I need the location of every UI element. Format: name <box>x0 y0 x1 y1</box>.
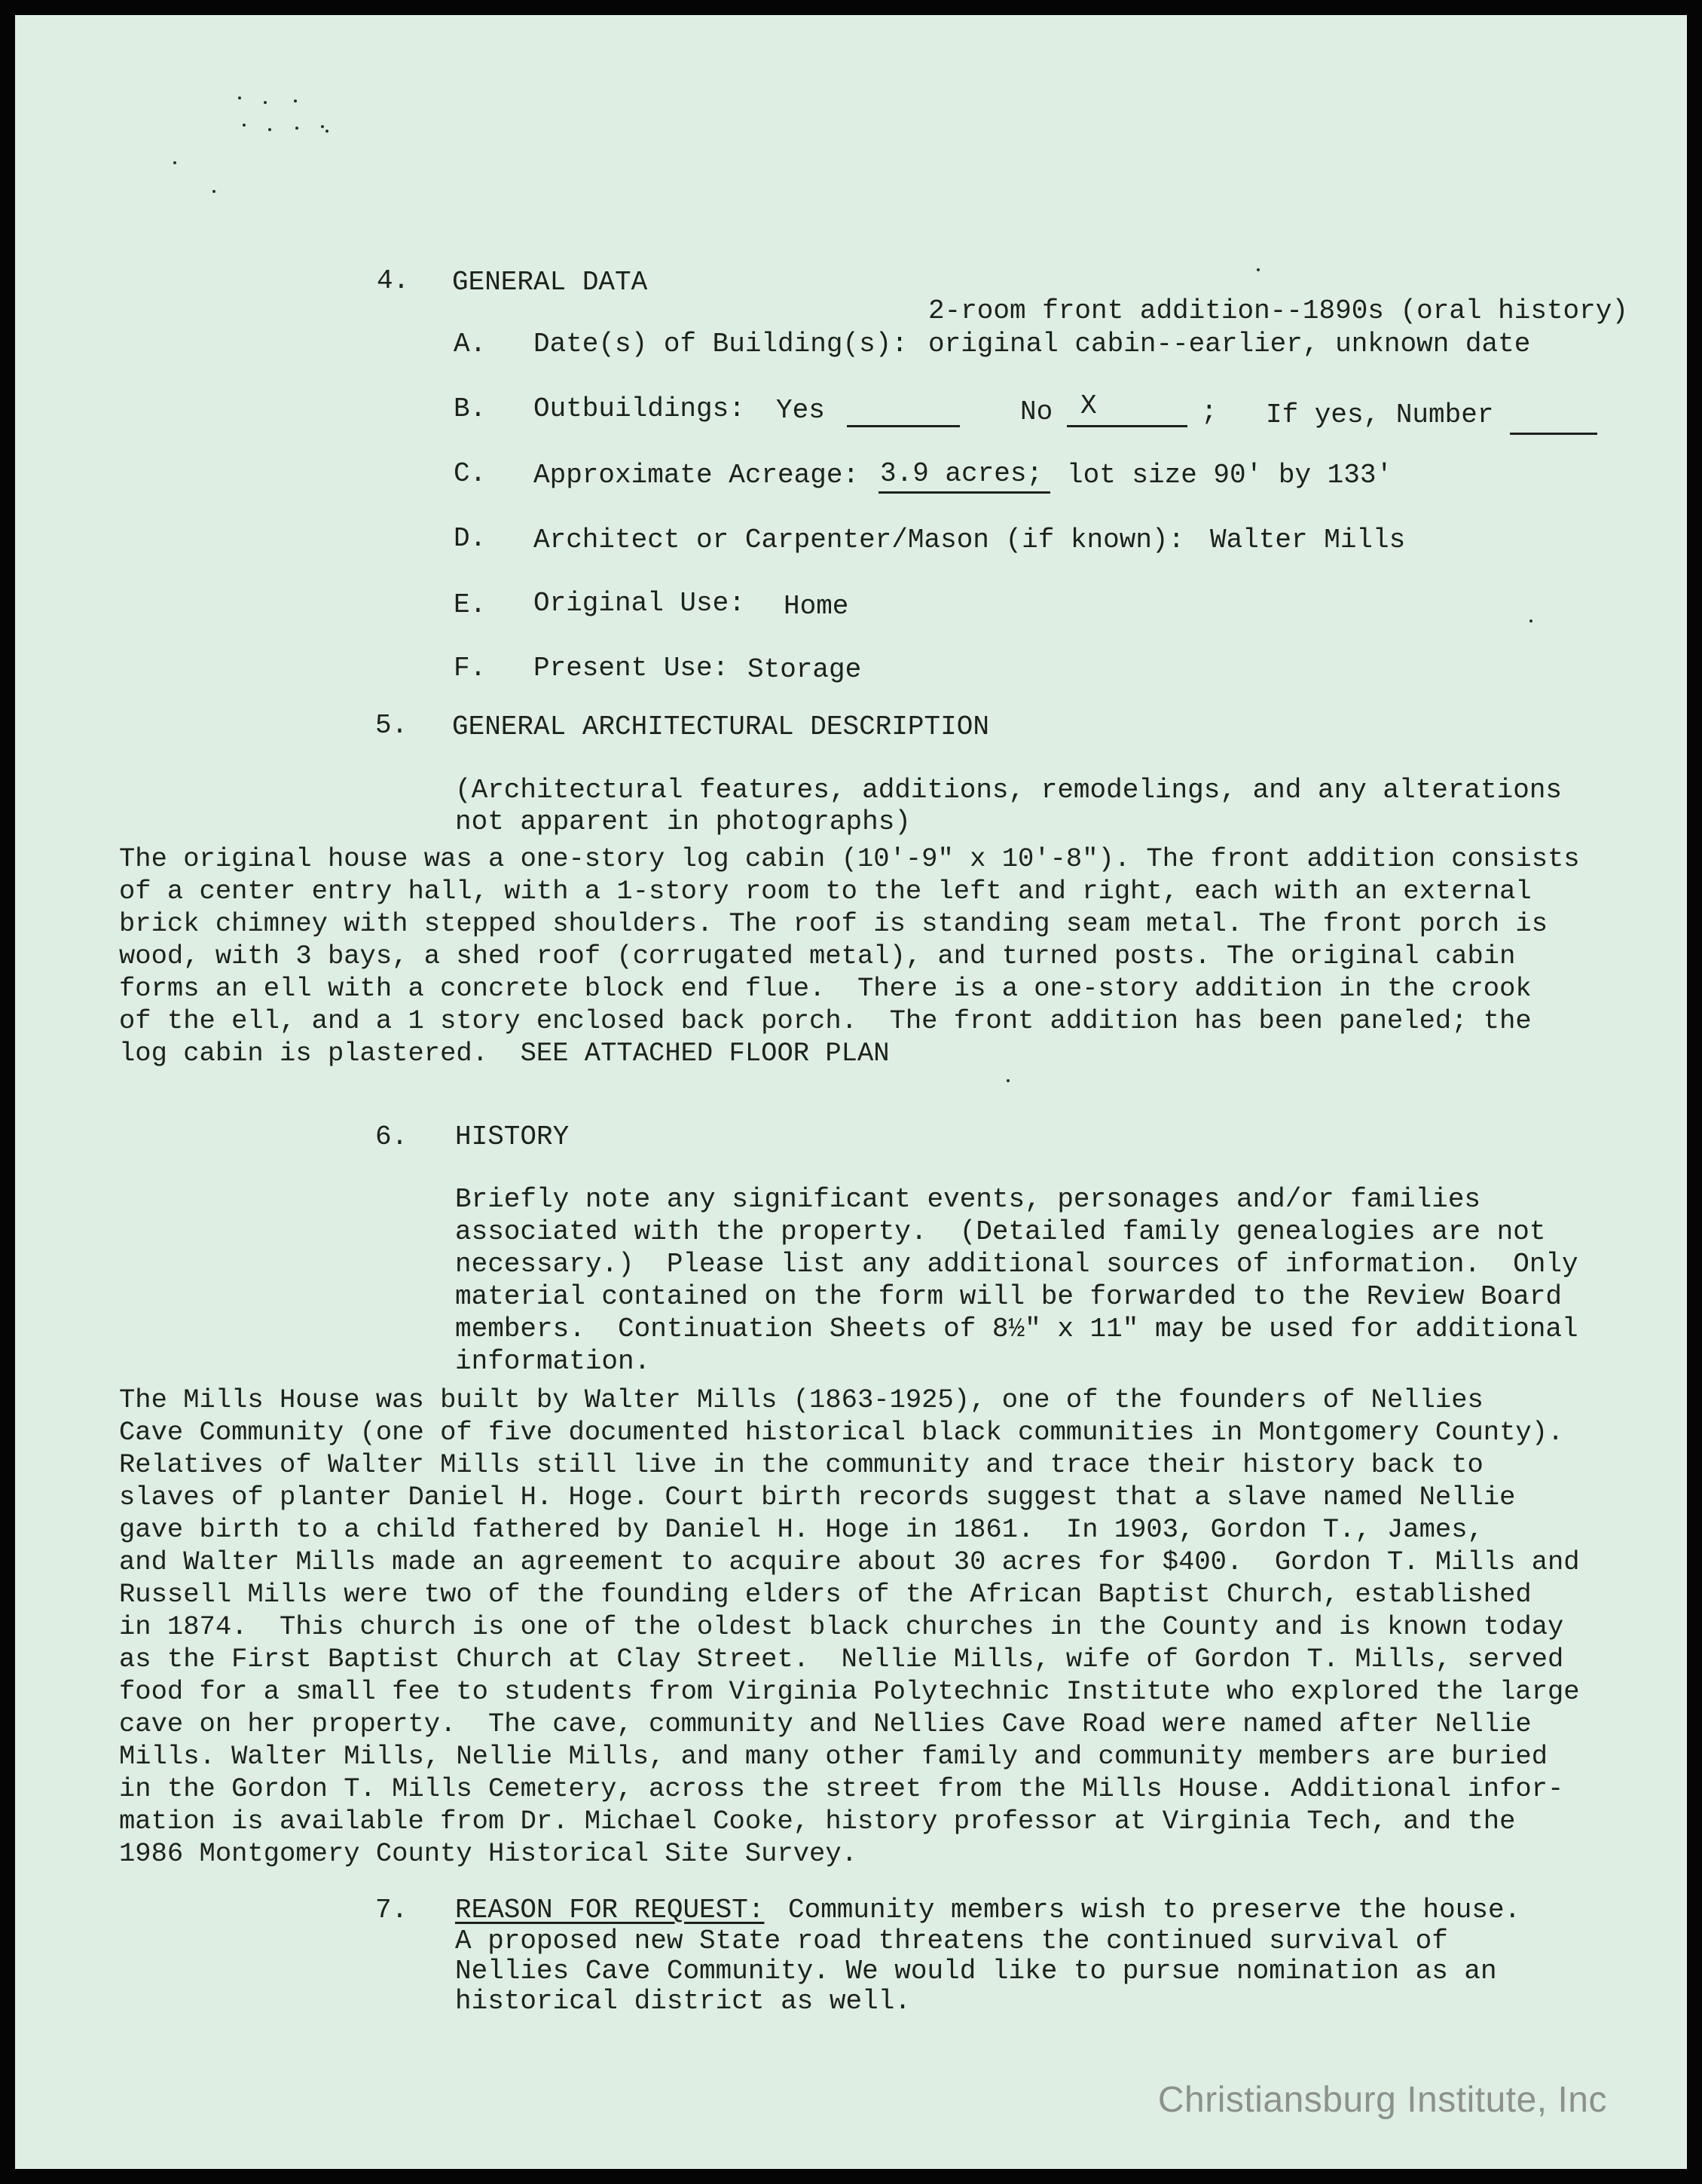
building-date-value-1: 2-room front addition--1890s (oral history) <box>928 295 1628 326</box>
item-b-letter: B. <box>454 393 487 424</box>
outbuildings-label: Outbuildings: <box>533 393 745 424</box>
watermark: Christiansburg Institute, Inc <box>1157 2080 1607 2120</box>
outbuildings-number-label: If yes, Number <box>1266 399 1494 430</box>
section-5-number: 5. <box>375 710 408 741</box>
outbuildings-yes-label: Yes <box>776 395 825 426</box>
section-6-heading: HISTORY <box>455 1121 570 1152</box>
outbuildings-separator: ; <box>1201 396 1218 427</box>
architect-label: Architect or Carpenter/Mason (if known): <box>533 525 1185 555</box>
outbuildings-no-label: No <box>1020 396 1053 427</box>
acreage-underline <box>879 491 1050 494</box>
history-body: The Mills House was built by Walter Mills (1863-1925), one of the founders of Nellies Cave Community (one of five documented historical black communities in Montgomery County). Relatives of Walter Mills still live in the community and trace their history back to slaves of planter Daniel H. Hoge. Court birth records suggest that a slave named Nellie gave birth to a child fathered by Daniel H. Hoge in 1861. In 1903, Gordon T., James, and Walter Mills made an agreement to acquire about 30 acres for $400. Gordon T. Mills and Russell Mills were two of the founding elders of the African Baptist Church, established in 1874. This church is one of the oldest black churches in the County and is known today as the First Baptist Church at Clay Street. Nellie Mills, wife of Gordon T. Mills, served food for a small fee to students from Virginia Polytechnic Institute who explored the large cave on her property. The cave, community and Nellies Cave Road were named after Nellie Mills. Walter Mills, Nellie Mills, and many other family and community members are buried in the Gordon T. Mills Cemetery, across the street from the Mills House. Additional infor- mation is available from Dr. Michael Cooke, history professor at Virginia Tech, and the 1986 Montgomery County Historical Site Survey. <box>119 1384 1580 1869</box>
present-use-value: Storage <box>747 654 862 685</box>
acreage-value: 3.9 acres; <box>880 458 1044 489</box>
architect-value: Walter Mills <box>1210 525 1406 555</box>
reason-text-rest: A proposed new State road threatens the continued survival of Nellies Cave Community. We would like to pursue nomination as an historical district as well. <box>455 1926 1497 2017</box>
outbuildings-no-mark: X <box>1080 390 1097 421</box>
lot-size-value: lot size 90' by 133' <box>1067 460 1393 491</box>
document-page <box>15 15 1687 2169</box>
section-5-instructions: (Architectural features, additions, remodelings, and any alterations not apparent in photographs) <box>455 775 1563 837</box>
item-c-letter: C. <box>454 458 487 489</box>
section-4-number: 4. <box>377 265 410 296</box>
section-5-heading: GENERAL ARCHITECTURAL DESCRIPTION <box>452 711 989 742</box>
architectural-description-body: The original house was a one-story log cabin (10'-9" x 10'-8"). The front addition consists of a center entry hall, with a 1-story room to the left and right, each with an external brick chimney with stepped shoulders. The roof is standing seam metal. The front porch is wood, with 3 bays, a shed roof (corrugated metal), and turned posts. The original cabin forms an ell with a concrete block end flue. There is a one-story addition in the crook of the ell, and a 1 story enclosed back porch. The front addition has been paneled; the log cabin is plastered. SEE ATTACHED FLOOR PLAN <box>119 843 1580 1069</box>
present-use-label: Present Use: <box>533 653 729 684</box>
section-7-number: 7. <box>375 1895 408 1926</box>
outbuildings-yes-blank <box>847 425 960 427</box>
section-7-heading: REASON FOR REQUEST: <box>455 1895 765 1926</box>
item-a-letter: A. <box>454 329 487 359</box>
item-e-letter: E. <box>454 589 487 620</box>
building-date-value-2: original cabin--earlier, unknown date <box>928 329 1531 359</box>
outbuildings-no-blank <box>1067 425 1187 427</box>
item-d-letter: D. <box>454 523 487 554</box>
reason-text-line-1: Community members wish to preserve the house. <box>788 1895 1521 1926</box>
item-f-letter: F. <box>454 653 487 684</box>
outbuildings-number-blank <box>1510 433 1597 435</box>
section-6-instructions: Briefly note any significant events, personages and/or families associated with the property. (Detailed family genealogies are not necessary.) Please list any additional sources of information. Only material contained on the form will be forwarded to the Review Board members. Continuation Sheets of 8½" x 11" may be used for additional information. <box>455 1184 1578 1377</box>
acreage-label: Approximate Acreage: <box>533 460 860 491</box>
section-6-number: 6. <box>375 1121 408 1152</box>
original-use-label: Original Use: <box>533 588 745 619</box>
building-date-label: Date(s) of Building(s): <box>533 329 908 359</box>
original-use-value: Home <box>784 591 849 622</box>
section-4-heading: GENERAL DATA <box>452 267 648 298</box>
